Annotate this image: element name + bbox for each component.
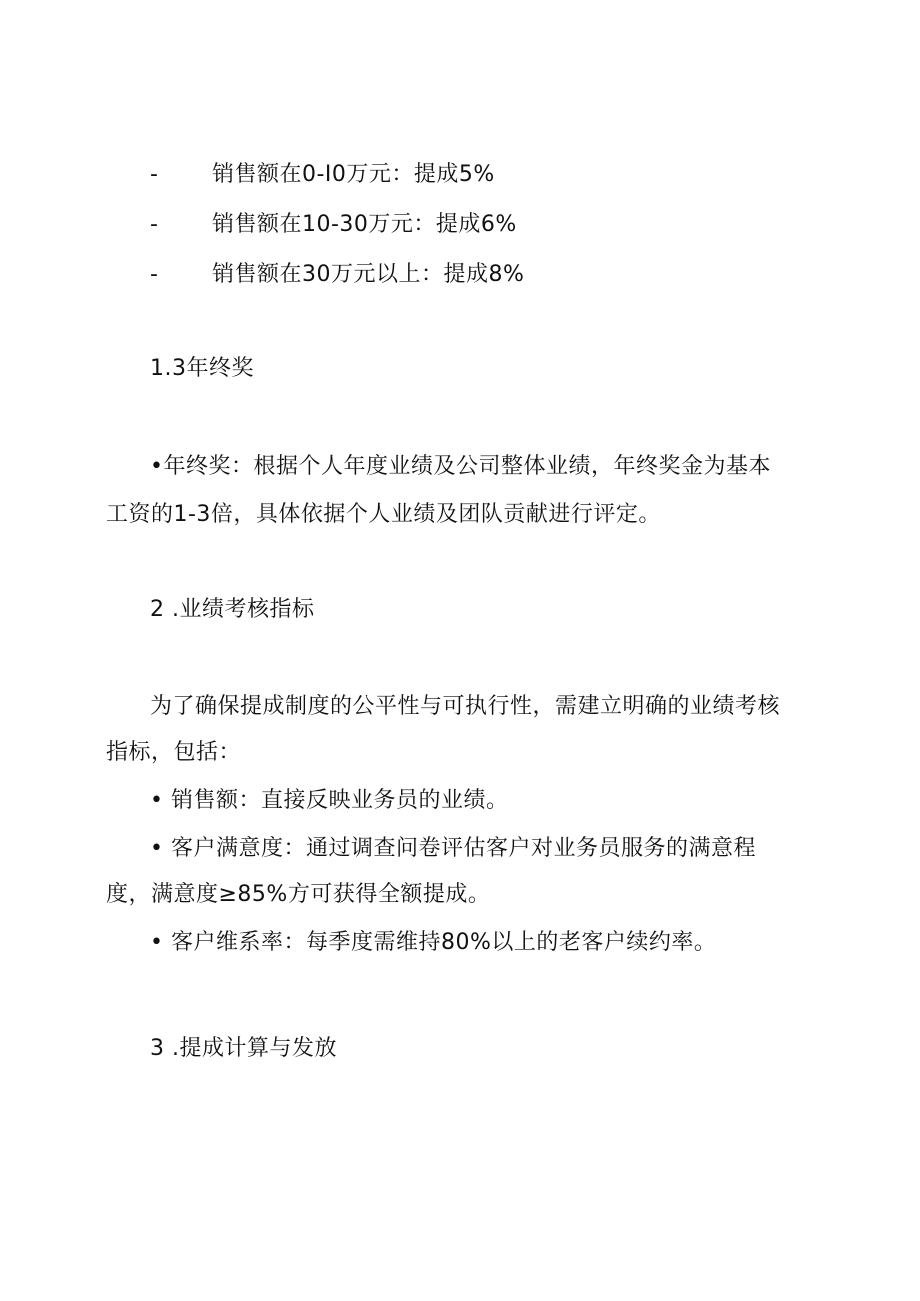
year-end-bonus-paragraph-line2: 工资的1-3倍，具体依据个人业绩及团队贡献进行评定。 xyxy=(106,502,661,527)
kpi-bullet-sales: • 销售额：直接反映业务员的业绩。 xyxy=(150,788,509,813)
tier-bullet: - xyxy=(150,162,158,187)
tier-bullet: - xyxy=(150,262,158,287)
kpi-bullet-retention: • 客户维系率：每季度需维持80%以上的老客户续约率。 xyxy=(150,930,717,955)
section-heading-2: 2 .业绩考核指标 xyxy=(150,597,315,622)
tier-item: 销售额在30万元以上：提成8% xyxy=(212,262,525,287)
kpi-bullet-satisfaction-line2: 度，满意度≥85%方可获得全额提成。 xyxy=(106,882,491,907)
kpi-bullet-satisfaction-line1: • 客户满意度：通过调查问卷评估客户对业务员服务的满意程 xyxy=(150,836,756,861)
tier-bullet: - xyxy=(150,212,158,237)
section-heading-3: 3 .提成计算与发放 xyxy=(150,1036,337,1061)
tier-item: 销售额在10-30万元：提成6% xyxy=(212,212,517,237)
kpi-intro-line2: 指标，包括： xyxy=(106,740,242,765)
kpi-intro-line1: 为了确保提成制度的公平性与可执行性，需建立明确的业绩考核 xyxy=(150,694,781,719)
tier-item: 销售额在0-I0万元：提成5% xyxy=(212,162,495,187)
year-end-bonus-paragraph-line1: •年终奖：根据个人年度业绩及公司整体业绩，年终奖金为基本 xyxy=(150,454,771,479)
section-heading-1-3: 1.3年终奖 xyxy=(150,356,254,381)
